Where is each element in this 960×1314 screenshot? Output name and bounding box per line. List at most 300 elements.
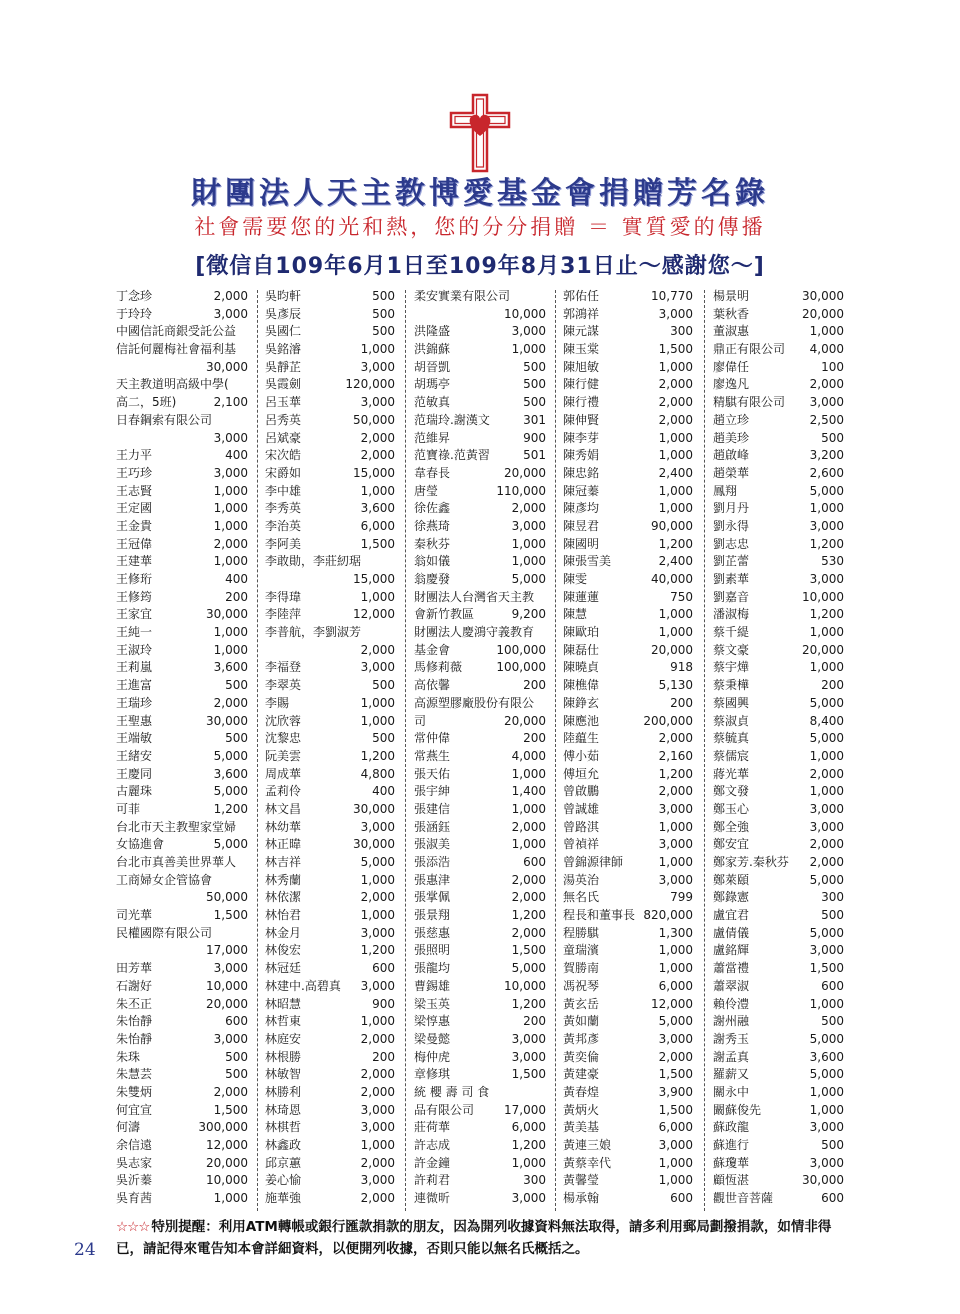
donor-name: 陳玉棠 <box>563 342 600 357</box>
donor-name: 秦秋芬 <box>414 536 451 551</box>
donor-row <box>713 376 844 394</box>
donation-amount: 2,000 <box>658 1049 693 1064</box>
donor-row <box>713 571 844 589</box>
donor-row <box>414 642 546 660</box>
donation-amount: 1,000 <box>809 625 844 640</box>
donation-amount: 50,000 <box>206 890 248 905</box>
donor-name: 黃馨瑩 <box>563 1173 600 1188</box>
donor-name: 古麗珠 <box>116 784 153 799</box>
donor-row <box>563 536 693 554</box>
donation-amount: 1,000 <box>360 1014 395 1029</box>
page-number: 24 <box>74 1240 96 1260</box>
donor-name: 余信遠 <box>116 1138 153 1152</box>
donor-row <box>563 465 693 483</box>
donor-name: 傅小茹 <box>563 748 600 763</box>
donor-row <box>265 695 395 713</box>
donor-row <box>563 341 693 359</box>
donation-amount: 3,000 <box>360 1173 395 1188</box>
donor-name: 闞蘇俊先 <box>713 1102 762 1117</box>
donation-amount: 1,000 <box>658 483 693 498</box>
donor-name: 林勝利 <box>265 1084 302 1099</box>
donor-name: 陳慧 <box>563 607 588 622</box>
donor-row <box>713 730 844 748</box>
donor-row <box>116 288 248 306</box>
donor-row <box>265 907 395 925</box>
donor-name: 財團法人台灣省天主教 <box>414 589 535 604</box>
donation-amount: 10,770 <box>651 289 693 303</box>
donor-row <box>414 376 546 394</box>
donation-amount: 1,000 <box>658 1155 693 1170</box>
donor-name: 董淑惠 <box>713 324 750 339</box>
donation-amount: 3,000 <box>809 572 844 586</box>
column-divider <box>704 290 705 1211</box>
donor-row <box>713 996 844 1014</box>
donor-name: 李翠英 <box>265 678 302 693</box>
donor-row <box>265 589 395 607</box>
donor-list <box>0 288 960 1213</box>
donor-name: 韋春長 <box>414 465 451 480</box>
donor-name: 女協進會 <box>116 837 165 852</box>
donation-amount: 3,000 <box>360 925 395 940</box>
donation-amount: 3,000 <box>658 306 693 321</box>
donor-name: 王修珩 <box>116 572 153 586</box>
donor-row <box>116 854 248 872</box>
donor-row <box>563 836 693 854</box>
donor-name: 蔡秉樺 <box>713 678 750 693</box>
donation-amount: 2,000 <box>658 412 693 427</box>
donation-amount: 820,000 <box>643 908 693 923</box>
donation-amount: 30,000 <box>206 713 248 728</box>
donor-name: 趙立珍 <box>713 412 750 427</box>
donor-name: 李普航，李劉淑芳 <box>265 625 362 640</box>
donation-amount: 10,000 <box>206 1173 248 1188</box>
donor-name: 朱怡靜 <box>116 1031 153 1046</box>
donor-row <box>414 1155 546 1173</box>
donation-amount: 100,000 <box>496 660 546 675</box>
donation-amount: 6,000 <box>658 1120 693 1135</box>
donor-row <box>116 907 248 925</box>
donor-row <box>414 1031 546 1049</box>
donor-row <box>414 836 546 854</box>
donor-row <box>414 589 546 607</box>
donation-amount: 10,000 <box>206 978 248 993</box>
notice-text: 特別提醒：利用ATM轉帳或銀行匯款捐款的朋友，因為開列收據資料無法取得，請多利用郵局劃撥捐款，如情非得已，請記得來電告知本會詳細資料，以便開列收據，否則只能以無名氏概括之。 <box>116 1219 832 1257</box>
donation-amount: 5,000 <box>809 695 844 710</box>
donation-amount: 20,000 <box>206 996 248 1011</box>
donation-amount: 9,200 <box>511 607 546 622</box>
donor-row <box>265 889 395 907</box>
donation-amount: 400 <box>225 448 248 463</box>
donor-row <box>265 1137 395 1155</box>
donation-amount: 5,000 <box>213 837 248 852</box>
donation-amount: 30,000 <box>802 289 844 303</box>
donor-row <box>563 1137 693 1155</box>
donor-row <box>713 447 844 465</box>
donor-name: 黃蔡幸代 <box>563 1155 612 1170</box>
donor-name: 呂斌豪 <box>265 430 302 445</box>
donation-amount: 2,000 <box>658 731 693 746</box>
donor-name: 高依馨 <box>414 678 451 693</box>
donor-row <box>414 571 546 589</box>
donor-row <box>265 430 395 448</box>
donor-row <box>414 801 546 819</box>
donor-name: 周成華 <box>265 766 302 781</box>
donation-amount: 500 <box>225 731 248 746</box>
donor-row <box>563 1013 693 1031</box>
donation-amount: 6,000 <box>658 978 693 993</box>
column-divider <box>555 290 556 1211</box>
donor-name: 何宜宣 <box>116 1102 153 1117</box>
donor-row <box>265 659 395 677</box>
donor-name: 蘇瓊華 <box>713 1155 750 1170</box>
donor-name: 鳳翔 <box>713 483 738 498</box>
donation-amount: 2,000 <box>511 819 546 834</box>
donation-amount: 2,000 <box>360 1084 395 1099</box>
donor-column-4 <box>563 288 693 1208</box>
donation-amount: 30,000 <box>206 359 248 374</box>
donor-name: 關永中 <box>713 1084 750 1099</box>
donation-amount: 301 <box>523 412 546 427</box>
donation-amount: 1,000 <box>658 359 693 374</box>
donation-amount: 200 <box>523 678 546 693</box>
donor-name: 蘇進行 <box>713 1138 750 1152</box>
donation-amount: 3,200 <box>809 448 844 463</box>
donor-name: 張建信 <box>414 801 451 816</box>
donor-row <box>563 889 693 907</box>
donor-row <box>563 518 693 536</box>
donor-name: 常燕生 <box>414 748 451 763</box>
donor-name: 陳冠蓁 <box>563 483 600 498</box>
donor-row <box>563 553 693 571</box>
donor-row <box>713 483 844 501</box>
donation-amount: 1,000 <box>658 625 693 640</box>
donation-amount: 30,000 <box>802 1173 844 1188</box>
donor-row <box>713 1102 844 1120</box>
donation-amount: 500 <box>225 1067 248 1082</box>
donor-row <box>116 430 248 448</box>
donor-name: 吳沂蓁 <box>116 1173 153 1188</box>
donor-name: 蔡文豪 <box>713 642 750 657</box>
donation-amount: 3,000 <box>658 801 693 816</box>
donation-amount: 1,000 <box>809 784 844 799</box>
donation-amount: 4,000 <box>809 342 844 357</box>
donation-amount: 20,000 <box>802 306 844 321</box>
donation-amount: 200 <box>523 1014 546 1029</box>
donation-amount: 500 <box>225 678 248 693</box>
donor-name: 李秀英 <box>265 501 302 516</box>
donation-amount: 500 <box>372 678 395 693</box>
donor-name: 趙榮華 <box>713 465 750 480</box>
donor-name: 吳志家 <box>116 1155 153 1170</box>
donor-name: 陳忠銘 <box>563 465 600 480</box>
donor-row <box>563 624 693 642</box>
donation-amount: 2,000 <box>809 855 844 869</box>
donor-name: 郭鴻祥 <box>563 306 600 321</box>
donor-row <box>116 1049 248 1067</box>
donor-name: 陳秀娟 <box>563 448 600 463</box>
donor-name: 黃如蘭 <box>563 1014 600 1029</box>
donor-row <box>563 801 693 819</box>
donation-amount: 2,000 <box>511 925 546 940</box>
donor-name: 鄭錄憲 <box>713 890 750 905</box>
donor-name: 基金會 <box>414 642 451 657</box>
donation-amount: 1,200 <box>511 996 546 1011</box>
donation-amount: 2,000 <box>511 501 546 516</box>
donor-row <box>713 500 844 518</box>
donor-row <box>713 306 844 324</box>
donation-amount: 3,000 <box>213 306 248 321</box>
donation-amount: 500 <box>225 1049 248 1064</box>
donation-amount: 40,000 <box>651 572 693 586</box>
donation-amount: 110,000 <box>496 483 546 498</box>
donation-amount: 3,000 <box>809 1120 844 1135</box>
donor-name: 司光華 <box>116 908 153 923</box>
donation-amount: 3,000 <box>511 518 546 533</box>
donation-amount: 1,500 <box>658 1067 693 1082</box>
donation-amount: 3,000 <box>511 1049 546 1064</box>
donation-amount: 1,000 <box>809 748 844 763</box>
donor-row <box>265 642 395 660</box>
donor-row <box>713 553 844 571</box>
donor-row <box>116 978 248 996</box>
donation-amount: 500 <box>523 359 546 374</box>
donor-row <box>414 819 546 837</box>
donor-row <box>563 323 693 341</box>
donation-amount: 30,000 <box>206 607 248 622</box>
donor-name: 林冠廷 <box>265 961 302 976</box>
donor-row <box>713 1137 844 1155</box>
donor-row <box>265 996 395 1014</box>
donation-amount: 500 <box>523 377 546 392</box>
donor-row <box>116 748 248 766</box>
donor-row <box>265 288 395 306</box>
donor-name: 林根勝 <box>265 1049 302 1064</box>
donor-row <box>414 659 546 677</box>
donor-row <box>265 606 395 624</box>
donor-name: 林吉祥 <box>265 855 302 869</box>
donor-name: 信託何麗梅社會福利基 <box>116 342 237 357</box>
donor-row <box>116 394 248 412</box>
donation-amount: 1,500 <box>511 1067 546 1082</box>
donation-amount: 500 <box>372 731 395 746</box>
donation-amount: 4,000 <box>511 748 546 763</box>
donor-name: 葉秋香 <box>713 306 750 321</box>
donor-row <box>116 1084 248 1102</box>
donor-name: 丁念珍 <box>116 289 153 303</box>
donor-name: 王志賢 <box>116 483 153 498</box>
donor-row <box>563 394 693 412</box>
donor-row <box>116 730 248 748</box>
donor-row <box>414 695 546 713</box>
donor-row <box>116 606 248 624</box>
donor-row <box>265 836 395 854</box>
donor-name: 吳霞劍 <box>265 377 302 392</box>
donor-name: 王淑玲 <box>116 642 153 657</box>
donation-amount: 15,000 <box>353 465 395 480</box>
donation-amount: 2,000 <box>360 642 395 657</box>
donor-row <box>265 483 395 501</box>
donation-amount: 100 <box>821 359 844 374</box>
donation-amount: 2,000 <box>360 1155 395 1170</box>
donation-amount: 3,000 <box>213 465 248 480</box>
donor-name: 黃美基 <box>563 1120 600 1135</box>
donor-name: 陳行禮 <box>563 395 600 410</box>
donor-name: 章修琪 <box>414 1067 451 1082</box>
donor-row <box>116 996 248 1014</box>
donor-row <box>563 306 693 324</box>
donor-row <box>116 677 248 695</box>
donor-row <box>116 447 248 465</box>
page-title: 財團法人天主教博愛基金會捐贈芳名錄 <box>191 176 769 211</box>
donation-amount: 3,000 <box>360 395 395 410</box>
donor-name: 孟莉伶 <box>265 784 302 799</box>
donor-name: 蔣光華 <box>713 766 750 781</box>
donation-amount: 1,500 <box>213 1102 248 1117</box>
donor-name: 陳歐珀 <box>563 625 600 640</box>
donor-name: 中國信託商銀受託公益 <box>116 324 237 339</box>
donor-row <box>265 306 395 324</box>
donor-row <box>563 1155 693 1173</box>
donor-name: 陳昱君 <box>563 518 600 533</box>
donor-name: 趙啟峰 <box>713 448 750 463</box>
donation-amount: 3,000 <box>809 943 844 958</box>
donor-row <box>563 907 693 925</box>
donor-name: 蔡千緹 <box>713 625 750 640</box>
donor-name: 林金月 <box>265 925 302 940</box>
donor-row <box>414 925 546 943</box>
donor-name: 洪隆盛 <box>414 324 451 339</box>
donor-name: 王金貴 <box>116 518 153 533</box>
donor-name: 曾啟鵬 <box>563 784 600 799</box>
donor-name: 李賜 <box>265 695 290 710</box>
donor-name: 宋次皓 <box>265 448 302 463</box>
donor-name: 許莉君 <box>414 1173 451 1188</box>
donor-name: 陸藴生 <box>563 731 600 746</box>
donation-amount: 2,100 <box>213 395 248 410</box>
donation-amount: 2,400 <box>658 554 693 569</box>
donation-amount: 1,000 <box>658 961 693 976</box>
donor-name: 謝秀玉 <box>713 1031 750 1046</box>
donor-row <box>713 1084 844 1102</box>
donation-amount: 2,000 <box>360 448 395 463</box>
donor-row <box>414 1172 546 1190</box>
donation-amount: 600 <box>523 855 546 869</box>
donation-amount: 3,000 <box>360 660 395 675</box>
donor-row <box>414 766 546 784</box>
donor-name: 張淑美 <box>414 837 451 852</box>
donation-amount: 3,000 <box>360 978 395 993</box>
donation-amount: 3,000 <box>809 1155 844 1170</box>
donation-amount: 2,160 <box>658 748 693 763</box>
donor-name: 台北市天主教聖家堂婦 <box>116 819 237 834</box>
donor-row <box>563 942 693 960</box>
donor-row <box>713 942 844 960</box>
donation-amount: 1,500 <box>658 342 693 357</box>
donor-name: 蘇政龍 <box>713 1120 750 1135</box>
donor-row <box>414 606 546 624</box>
donor-row <box>563 589 693 607</box>
donation-amount: 12,000 <box>651 996 693 1011</box>
donor-row <box>563 412 693 430</box>
donor-row <box>116 925 248 943</box>
donor-name: 林哲東 <box>265 1014 302 1029</box>
donor-name: 陳蓮蓮 <box>563 589 600 604</box>
donation-amount: 3,600 <box>360 501 395 516</box>
donation-amount: 900 <box>523 430 546 445</box>
period-heading: [徵信自109年6月1日至109年8月31日止～感謝您～] <box>195 254 765 279</box>
donation-amount: 1,000 <box>360 483 395 498</box>
donor-row <box>563 1031 693 1049</box>
donation-amount: 1,200 <box>809 536 844 551</box>
donation-amount: 3,900 <box>658 1084 693 1099</box>
donation-amount: 2,000 <box>213 289 248 303</box>
donor-name: 林文昌 <box>265 801 302 816</box>
donation-amount: 501 <box>523 448 546 463</box>
donor-row <box>265 1119 395 1137</box>
donor-name: 張天佑 <box>414 766 451 781</box>
donor-name: 程長和董事長 <box>563 908 636 923</box>
donor-row <box>414 978 546 996</box>
donor-name: 黃玄岳 <box>563 996 600 1011</box>
donor-row <box>713 889 844 907</box>
donor-row <box>713 872 844 890</box>
donor-row <box>265 518 395 536</box>
donor-row <box>563 1172 693 1190</box>
donor-name: 宋爵如 <box>265 465 302 480</box>
donor-row <box>265 1084 395 1102</box>
donation-amount: 3,000 <box>658 872 693 887</box>
donor-row <box>116 465 248 483</box>
donor-row <box>414 783 546 801</box>
donor-name: 廖偉任 <box>713 359 750 374</box>
donor-row <box>414 713 546 731</box>
donor-row <box>414 872 546 890</box>
donor-name: 盧宜君 <box>713 908 750 923</box>
donor-row <box>116 1031 248 1049</box>
donor-name: 范瑞玲.謝漢文 <box>414 412 490 427</box>
donor-row <box>563 288 693 306</box>
donor-name: 吳國仁 <box>265 324 302 339</box>
donor-row <box>563 483 693 501</box>
donor-name: 蕭當禮 <box>713 961 750 976</box>
donor-row <box>563 819 693 837</box>
donor-row <box>414 1013 546 1031</box>
donor-row <box>265 571 395 589</box>
donor-row <box>563 730 693 748</box>
donor-row <box>713 589 844 607</box>
donation-amount: 750 <box>670 589 693 604</box>
donor-name: 吳育茜 <box>116 1191 153 1206</box>
donor-name: 胡晉凱 <box>414 359 451 374</box>
donation-amount: 1,000 <box>511 766 546 781</box>
donor-name: 曾誠雄 <box>563 801 600 816</box>
donation-amount: 2,500 <box>809 412 844 427</box>
donor-name: 盧倩儀 <box>713 925 750 940</box>
donor-name: 鼎正有限公司 <box>713 342 786 357</box>
donation-amount: 1,000 <box>213 483 248 498</box>
donor-row <box>116 571 248 589</box>
donor-row <box>116 1155 248 1173</box>
donation-amount: 1,200 <box>360 748 395 763</box>
donor-row <box>414 1049 546 1067</box>
donation-amount: 2,000 <box>809 377 844 392</box>
donation-amount: 1,000 <box>360 342 395 357</box>
donation-amount: 500 <box>821 1014 844 1029</box>
donor-name: 黃春煌 <box>563 1084 600 1099</box>
donor-name: 張惠津 <box>414 872 451 887</box>
donor-name: 蔡淑貞 <box>713 713 750 728</box>
donor-row <box>414 907 546 925</box>
